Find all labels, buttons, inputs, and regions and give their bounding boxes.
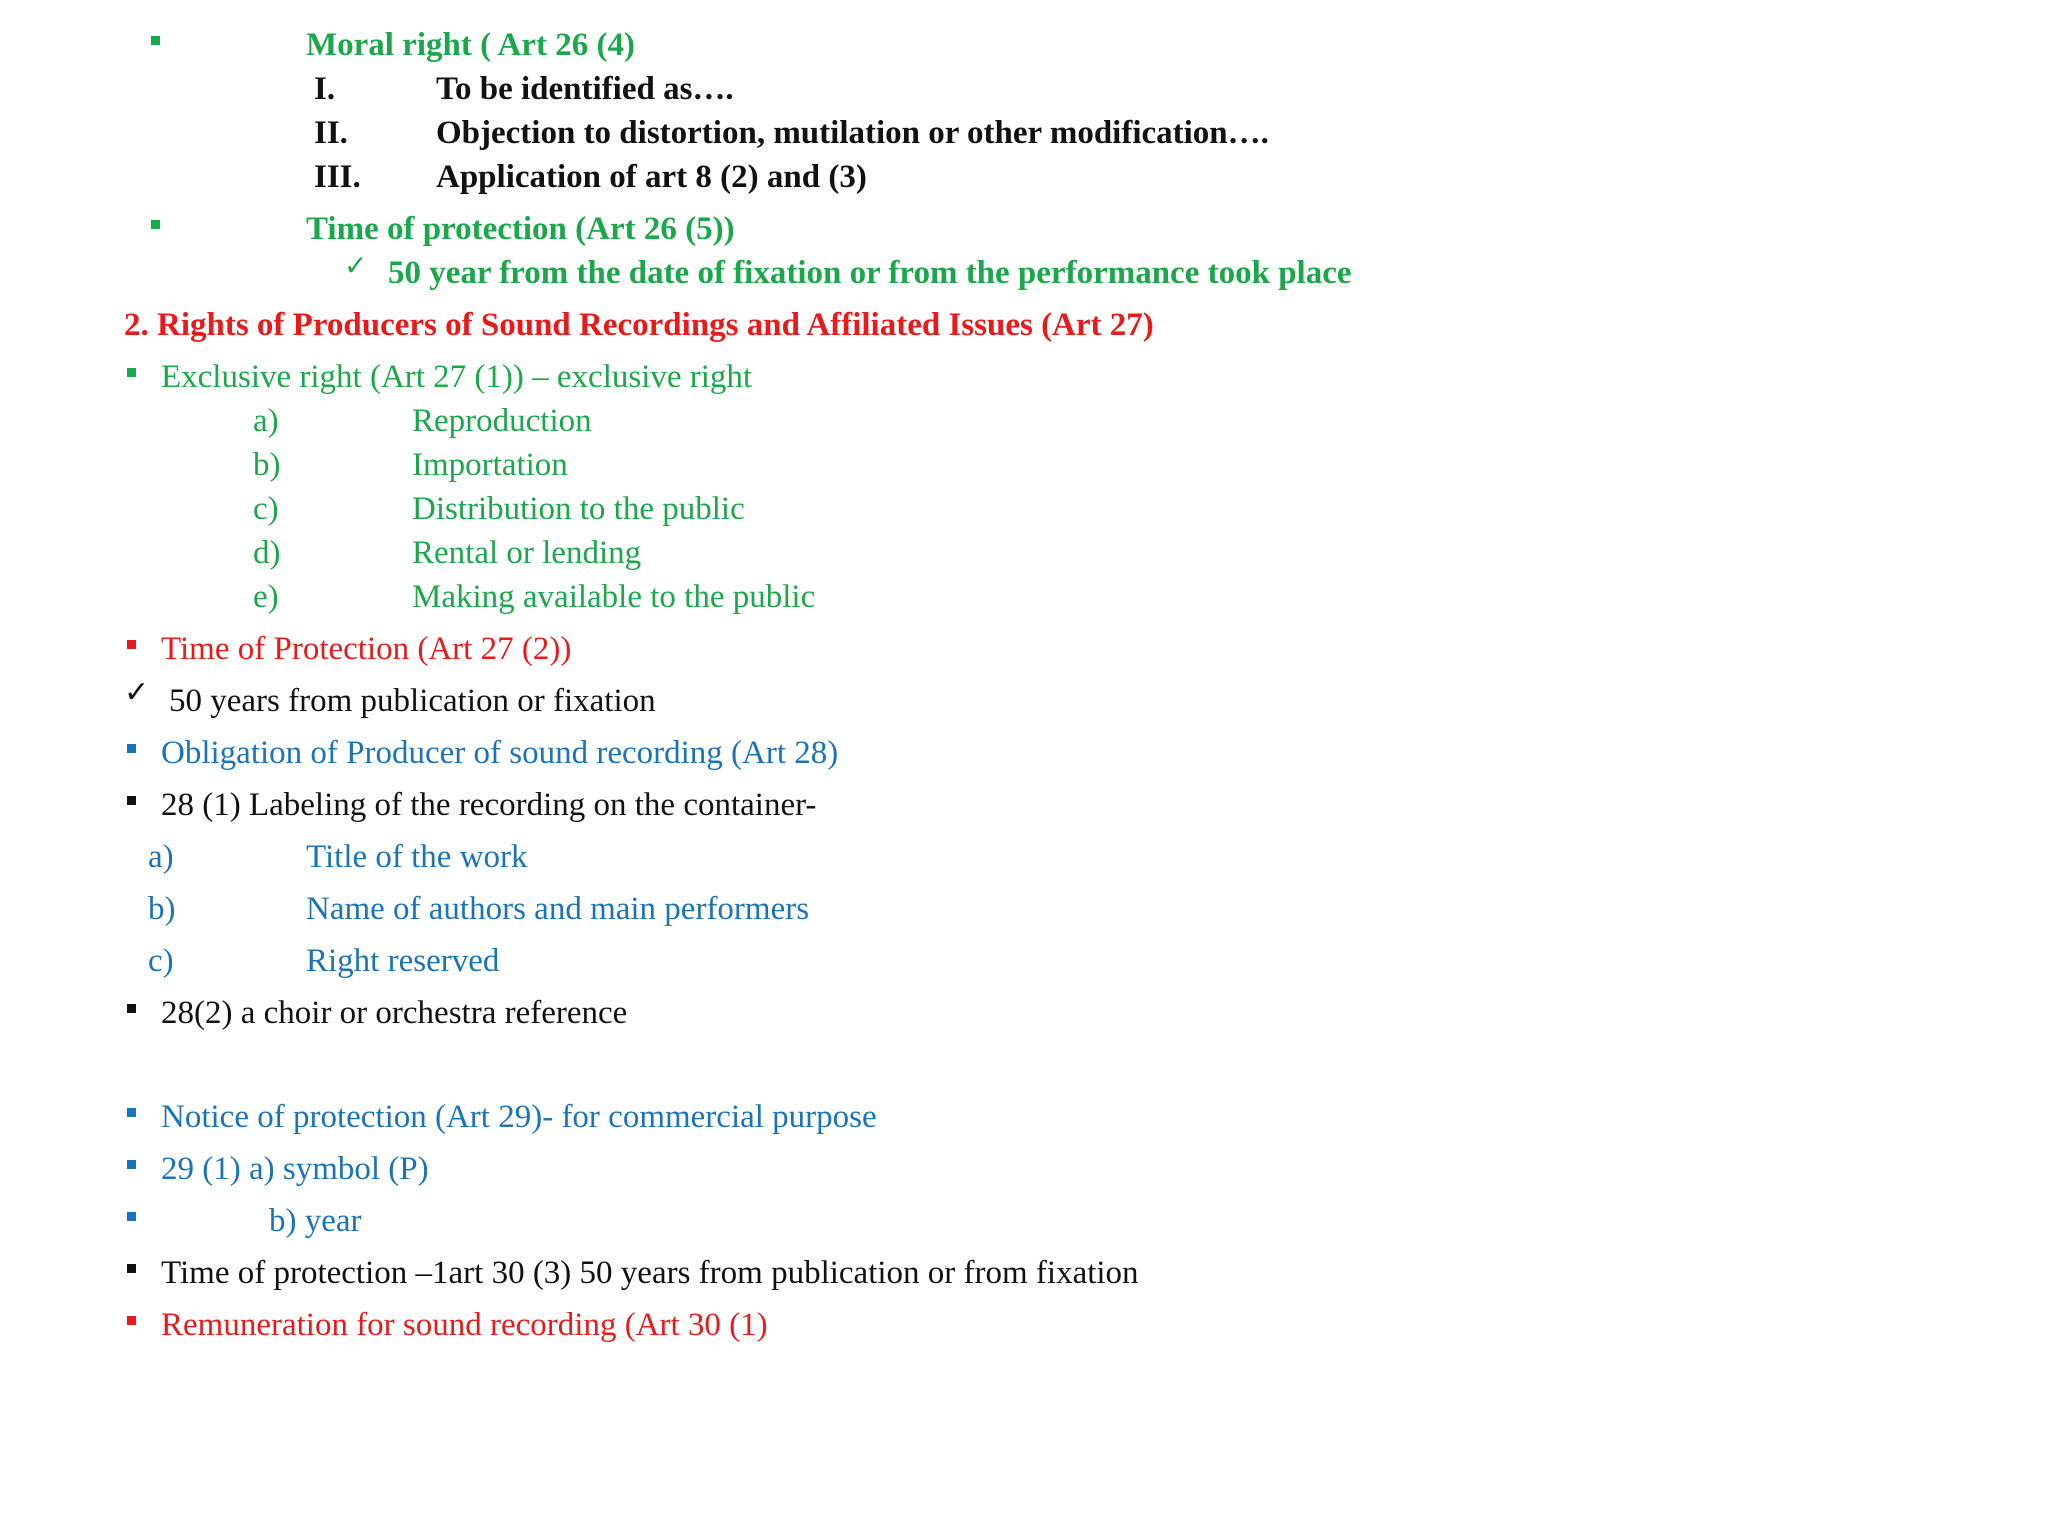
exclusive-right-heading: Exclusive right (Art 27 (1)) – exclusive right: [161, 359, 753, 395]
roman-marker: III.: [314, 159, 361, 195]
square-bullet-icon: [127, 1212, 136, 1221]
list-marker: b): [148, 891, 176, 927]
roman-marker: II.: [314, 115, 348, 151]
time-protection-30: Time of protection –1art 30 (3) 50 years from publication or from fixation: [161, 1255, 1139, 1291]
roman-marker: I.: [314, 71, 336, 107]
exclusive-item: Distribution to the public: [412, 491, 745, 527]
exclusive-item: Importation: [412, 447, 568, 483]
list-marker: d): [253, 535, 281, 571]
labeling-item: Title of the work: [306, 839, 528, 875]
square-bullet-icon: [127, 1316, 136, 1325]
choir-text: 28(2) a choir or orchestra reference: [161, 995, 628, 1031]
square-bullet-icon: [127, 1160, 136, 1169]
square-bullet-icon: [127, 368, 136, 377]
moral-right-item: To be identified as….: [436, 71, 734, 107]
obligation-heading: Obligation of Producer of sound recording (Art 28): [161, 735, 839, 771]
moral-right-item: Objection to distortion, mutilation or other modification….: [436, 115, 1269, 151]
section-title: 2. Rights of Producers of Sound Recordings and Affiliated Issues (Art 27): [124, 307, 1154, 343]
labeling-item: Right reserved: [306, 943, 500, 979]
labeling-text: 28 (1) Labeling of the recording on the container-: [161, 787, 817, 823]
exclusive-item: Rental or lending: [412, 535, 642, 571]
symbol-text: 29 (1) a) symbol (P): [161, 1151, 429, 1187]
exclusive-item: Making available to the public: [412, 579, 816, 615]
square-bullet-icon: [151, 36, 160, 45]
time-protection-26-heading: Time of protection (Art 26 (5)): [306, 211, 735, 247]
square-bullet-icon: [127, 1108, 136, 1117]
square-bullet-icon: [127, 744, 136, 753]
list-marker: a): [148, 839, 174, 875]
square-bullet-icon: [151, 220, 160, 229]
labeling-item: Name of authors and main performers: [306, 891, 810, 927]
remuneration-text: Remuneration for sound recording (Art 30 (1): [161, 1307, 768, 1343]
notice-heading: Notice of protection (Art 29)- for commercial purpose: [161, 1099, 877, 1135]
list-marker: c): [148, 943, 174, 979]
list-marker: b): [253, 447, 281, 483]
check-icon: ✓: [344, 249, 368, 282]
square-bullet-icon: [127, 1004, 136, 1013]
time-protection-27-check: 50 years from publication or fixation: [169, 683, 656, 719]
exclusive-item: Reproduction: [412, 403, 592, 439]
time-protection-26-check: 50 year from the date of fixation or from the performance took place: [388, 255, 1352, 291]
list-marker: e): [253, 579, 279, 615]
moral-right-heading: Moral right ( Art 26 (4): [306, 27, 635, 63]
time-protection-27-heading: Time of Protection (Art 27 (2)): [161, 631, 572, 667]
square-bullet-icon: [127, 640, 136, 649]
year-text: b) year: [269, 1203, 362, 1239]
list-marker: a): [253, 403, 279, 439]
square-bullet-icon: [127, 796, 136, 805]
square-bullet-icon: [127, 1264, 136, 1273]
moral-right-item: Application of art 8 (2) and (3): [436, 159, 867, 195]
check-icon: ✓: [124, 675, 150, 710]
list-marker: c): [253, 491, 279, 527]
